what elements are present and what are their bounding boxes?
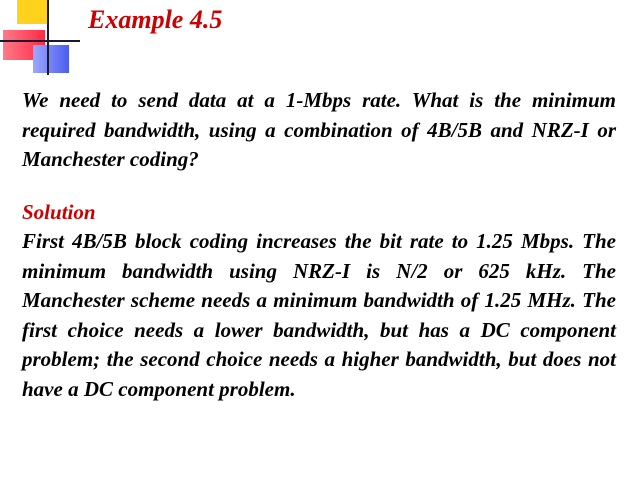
slide-title: Example 4.5 xyxy=(88,5,223,34)
yellow-square xyxy=(17,0,49,24)
solution-heading: Solution xyxy=(22,200,96,224)
blue-square xyxy=(33,45,69,73)
vertical-line xyxy=(47,0,49,75)
question-text: We need to send data at a 1-Mbps rate. What is the minimum required bandwidth, using a combination of 4B/5B and NRZ-I or Manchester coding? xyxy=(22,88,616,171)
horizontal-line xyxy=(0,40,80,42)
decorative-corner-graphic xyxy=(0,0,80,75)
solution-text: First 4B/5B block coding increases the bit rate to 1.25 Mbps. The minimum bandwidth using NRZ-I is N/2 or 625 kHz. The Manchester scheme needs a minimum bandwidth of 1.25 MHz. The first choice needs a lower bandwidth, but has a DC component problem; the second choice needs a higher bandwidth, but does not have a DC component problem. xyxy=(22,229,616,401)
